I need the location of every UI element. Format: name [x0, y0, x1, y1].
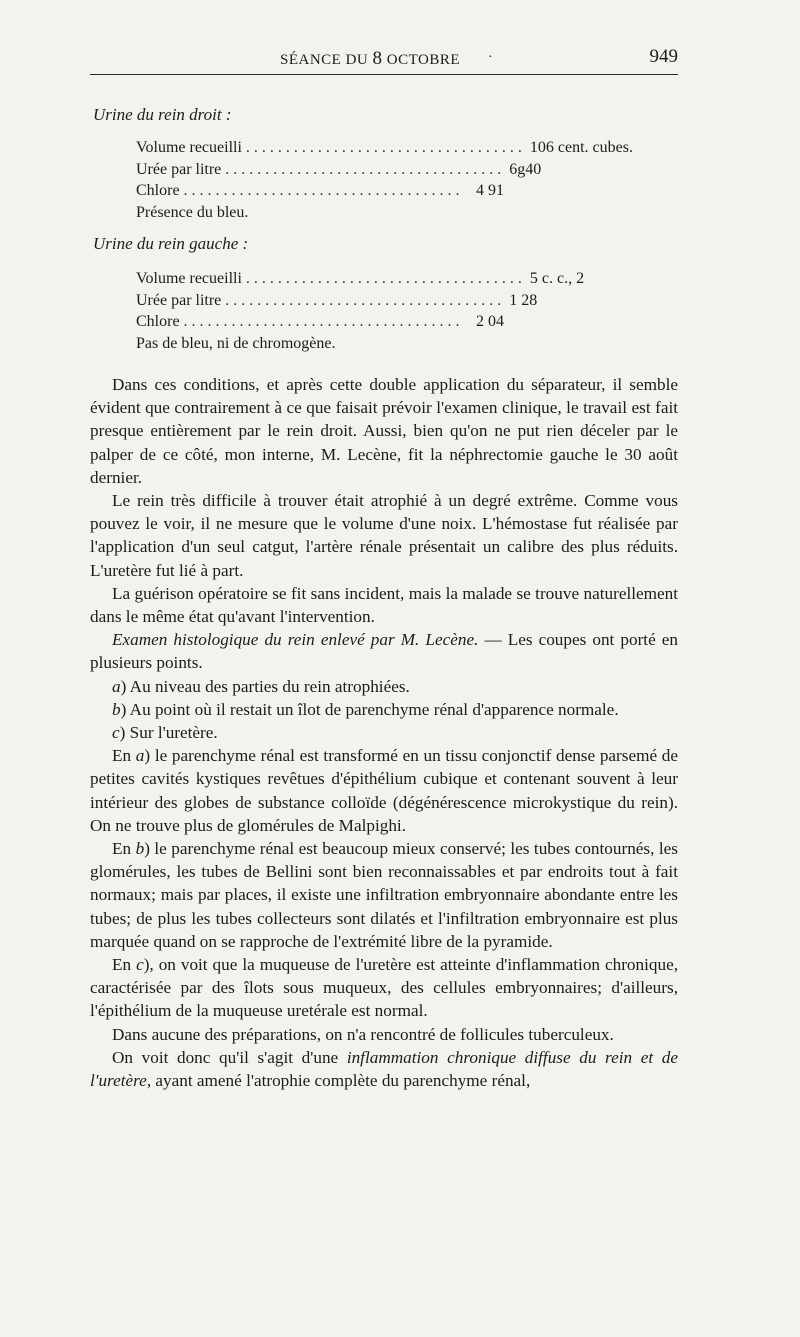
list-item: b) Au point où il restait un îlot de parenchyme rénal d'apparence normale.	[112, 699, 619, 719]
paragraph: La guérison opératoire se fit sans incident, mais la malade se trouve naturellement dans le même état qu'avant l'intervention.	[90, 583, 678, 627]
paragraph: En b) le parenchyme rénal est beaucoup mieux conservé; les tubes contournés, les glomérules, les tubes de Bellini sont bien reconnaissables et par endroits tout à fait normaux; mais par places, il existe une infiltration embryonnaire abondante entre les tubes; de plus les tubes collecteurs sont dilatés et l'infiltration embryonnaire est plus marquée quand on se rapproche de l'extrémité libre de la pyramide.	[90, 839, 678, 951]
data-row: Chlore ................................... 4 91	[136, 182, 504, 199]
header-dot: ·	[488, 50, 493, 65]
data-row: Volume recueilli ................................... 106 cent. cubes.	[136, 139, 633, 156]
paragraph: On voit donc qu'il s'agit d'une inflammation chronique diffuse du rein et de l'uretère, ayant amené l'atrophie complète du parenchyme rénal,	[90, 1047, 678, 1091]
body-text	[90, 373, 678, 1092]
data-note: Pas de bleu, ni de chromogène.	[136, 334, 336, 352]
list-item: c) Sur l'uretère.	[112, 723, 218, 743]
page-header	[90, 44, 678, 75]
page-number: 949	[649, 46, 678, 67]
paragraph: En c), on voit que la muqueuse de l'uretère est atteinte d'inflammation chronique, caractérisée par des îlots sous muqueux, des cellules embryonnaires; d'ailleurs, l'épithélium de la muqueuse uretérale est normal.	[90, 955, 678, 1021]
running-head: SÉANCE DU 8 OCTOBRE	[280, 48, 460, 69]
paragraph: En a) le parenchyme rénal est transformé en un tissu conjonctif dense parsemé de petites cavités kystiques revêtues d'épithélium cubique et contenant souvent à leur intérieur des globes de substance colloïde (dégénérescence microkystique du rein). On ne trouve plus de glomérules de Malpighi.	[90, 746, 679, 835]
left-kidney-title: Urine du rein gauche :	[93, 234, 249, 253]
left-kidney-data	[136, 268, 596, 354]
data-row: Volume recueilli ................................... 5 c. c., 2	[136, 270, 585, 287]
paragraph: Examen histologique du rein enlevé par M. Lecène. — Les coupes ont porté en plusieurs points.	[90, 630, 678, 673]
list-item: a) Au niveau des parties du rein atrophiées.	[112, 676, 410, 696]
right-kidney-title: Urine du rein droit :	[93, 105, 232, 124]
data-row: Urée par litre ................................... 1 28	[136, 291, 538, 309]
paragraph: Dans aucune des préparations, on n'a rencontré de follicules tuberculeux.	[112, 1024, 614, 1044]
paragraph: Le rein très difficile à trouver était atrophié à un degré extrême. Comme vous pouvez le voir, il ne mesure que le volume d'une noix. L'hémostase fut réalisée par l'application d'un seul catgut, l'artère rénale présentait un calibre des plus réduits. L'uretère fut lié à part.	[90, 491, 678, 580]
right-kidney-data	[136, 137, 633, 223]
data-row: Chlore ................................... 2 04	[136, 313, 504, 330]
data-row: Urée par litre ................................... 6g40	[136, 160, 542, 178]
paragraph: Dans ces conditions, et après cette double application du séparateur, il semble évident que contrairement à ce que faisait prévoir l'examen clinique, le travail est fait presque entièrement par le rein droit. Aussi, bien qu'on ne put rien déceler par le palper de ce côté, mon interne, M. Lecène, fit la néphrectomie gauche le 30 août dernier.	[90, 375, 678, 487]
data-note: Présence du bleu.	[136, 203, 249, 221]
